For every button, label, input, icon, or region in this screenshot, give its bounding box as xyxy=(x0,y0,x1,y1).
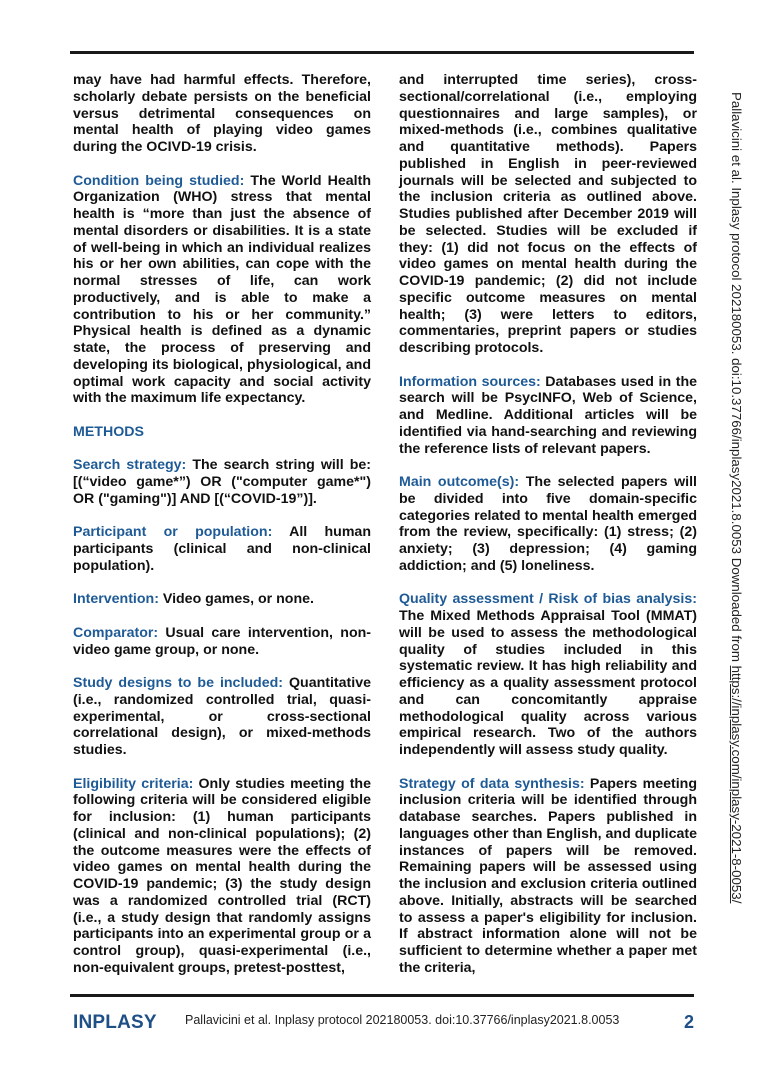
paragraph xyxy=(73,591,371,608)
paragraph xyxy=(73,173,371,408)
paragraph-text: The Mixed Methods Appraisal Tool (MMAT) will be used to assess the methodological quality of studies included in this systematic review. It has high reliability and efficiency as a quality assessment protocol and can concomitantly appraise methodological quality across various empirical research. Two of the authors independently will assess study quality. xyxy=(399,608,697,758)
paragraph-text: Only studies meeting the following criteria will be considered eligible for inclusion: (1) human participants (clinical and non-clinical populations); (2) the outcome measures were the effects of video games on mental health during the COVID-19 pandemic; (3) the study design was a randomized controlled trial (RCT) (i.e., a study design that randomly assigns participants into an experimental group or a control group), quasi-experimental (i.e., non-equivalent groups, pretest-posttest, xyxy=(73,775,371,976)
paragraph-text: Usual care intervention, non-video game group, or none. xyxy=(73,624,371,658)
paragraph xyxy=(73,524,371,574)
paragraph xyxy=(73,675,371,759)
paragraph-label: Comparator: xyxy=(73,624,159,641)
paragraph-text: The selected papers will be divided into five domain-specific categories related to mental health emerged from the review, specifically: (1) stress; (2) anxiety; (3) depression; (4) gaming addiction; and (5) loneliness. xyxy=(399,474,697,574)
paragraph-label: Condition being studied: xyxy=(73,172,245,189)
paragraph-label: Intervention: xyxy=(73,591,159,608)
download-notice-text: Pallavicini et al. Inplasy protocol 202180053. doi:10.37766/inplasy2021.8.0053 Downloaded from xyxy=(729,92,744,666)
section-heading: METHODS xyxy=(73,423,144,440)
paragraph-label: Strategy of data synthesis: xyxy=(399,775,585,792)
paragraph xyxy=(399,474,697,575)
footer-rule xyxy=(70,994,694,997)
paragraph xyxy=(399,72,697,357)
paragraph-text: Papers meeting inclusion criteria will be identified through database searches. Papers published in languages other than English, and duplicate instances of papers will be removed. Remaining papers will be assessed using the inclusion and exclusion criteria outlined above. Initially, abstracts will be searched to assess a paper's eligibility for inclusion. If abstract information alone will not be sufficient to determine whether a paper met the criteria, xyxy=(399,775,697,976)
paragraph-label: Study designs to be included: xyxy=(73,675,284,691)
paragraph-text: The search string will be: [(“video game*”) OR ("computer game*") OR ("gaming")] AND [(“COVID-19”)]. xyxy=(73,457,372,507)
paragraph xyxy=(73,72,371,156)
paragraph-label: Search strategy: xyxy=(73,457,187,474)
paragraph-label: Participant or population: xyxy=(73,524,273,541)
paragraph xyxy=(399,776,697,977)
left-column xyxy=(73,72,371,993)
paragraph-text: Databases used in the search will be PsycINFO, Web of Science, and Medline. Additional articles will be identified via hand-searching and reviewing the reference lists of relevant papers. xyxy=(399,373,697,457)
download-notice xyxy=(729,92,744,903)
paragraph-label: Eligibility criteria: xyxy=(73,775,194,792)
paragraph-text: All human participants (clinical and non-clinical population). xyxy=(73,524,371,574)
paragraph-text: Video games, or none. xyxy=(158,591,314,608)
paragraph xyxy=(399,374,697,458)
journal-brand: INPLASY xyxy=(73,1012,157,1033)
paragraph-text: Quantitative (i.e., randomized controlled trial, quasi-experimental, or cross-sectional correlational design), or mixed-methods studies. xyxy=(73,675,371,758)
paragraph-label: Information sources: xyxy=(399,373,541,390)
paragraph-text: may have had harmful effects. Therefore, scholarly debate persists on the beneficial versus detrimental consequences on mental health of playing video games during the OCIVD-19 crisis. xyxy=(73,72,371,155)
download-link[interactable]: https://inplasy.com/inplasy-2021-8-0053/ xyxy=(729,665,744,904)
paragraph xyxy=(73,776,371,977)
paragraph xyxy=(73,625,371,659)
right-column xyxy=(399,72,697,993)
page-number: 2 xyxy=(684,1012,695,1032)
paragraph xyxy=(399,591,697,759)
paragraph xyxy=(73,457,371,507)
paragraph-label: Main outcome(s): xyxy=(399,474,520,490)
paragraph-text: The World Health Organization (WHO) stress that mental health is “more than just the absence of mental disorders or disabilities. It is a state of well-being in which an individual realizes his or her own abilities, can cope with the normal stresses of life, can work productively, and is able to make a contribution to his or her community.” Physical health is defined as a dynamic state, the process of preserving and developing its biological, physiological, and optimal work capacity and social activity with the maximum life expectancy. xyxy=(73,172,371,407)
footer-citation: Pallavicini et al. Inplasy protocol 202180053. doi:10.37766/inplasy2021.8.0053 xyxy=(185,1013,620,1027)
paragraph-text: and interrupted time series), cross-sectional/correlational (i.e., employing questionnaires and large samples), or mixed-methods (i.e., combines qualitative and quantitative methods). Papers published in English in peer-reviewed journals will be selected and subjected to the inclusion criteria as outlined above. Studies published after December 2019 will be selected. Studies will be excluded if they: (1) did not focus on the effects of video games on mental health during the COVID-19 pandemic; (2) did not include specific outcome measures on mental health; (3) were letters to editors, commentaries, preprint papers or studies describing protocols. xyxy=(399,72,697,356)
header-rule xyxy=(70,51,694,54)
paragraph-label: Quality assessment / Risk of bias analysis: xyxy=(399,591,697,608)
